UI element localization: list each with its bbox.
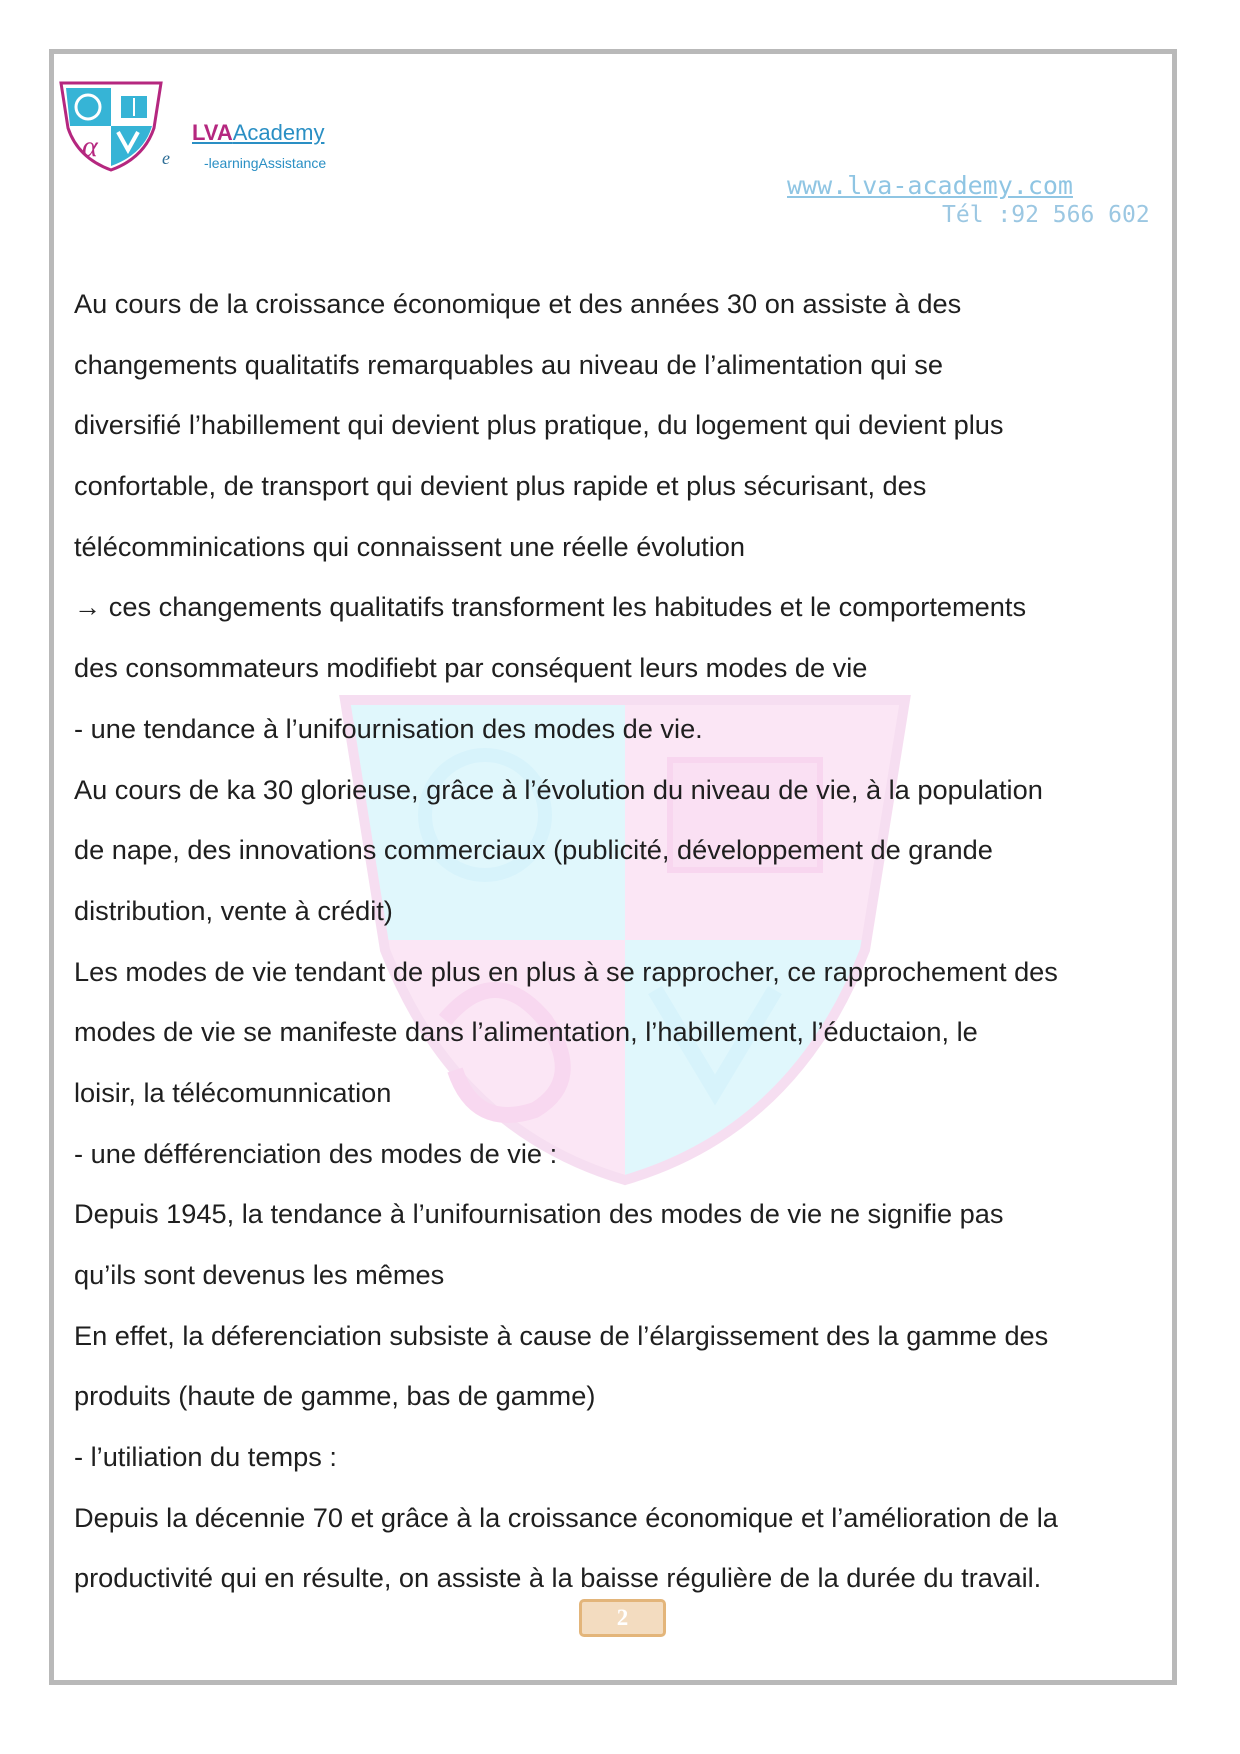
body-text [74,274,1184,1609]
brand-prefix: LVA [192,120,233,145]
text-line: - l’utiliation du temps : [74,1441,337,1473]
logo-e-letter: e [162,148,170,168]
text-line: distribution, vente à crédit) [74,894,393,926]
svg-text:α: α [82,130,98,163]
text-line: Depuis 1945, la tendance à l’unifournisation des modes de vie ne signifie pas [74,1198,1004,1230]
text-line: des consommateurs modifiebt par conséquent leurs modes de vie [74,652,868,684]
text-line: télécomminications qui connaissent une réelle évolution [74,530,746,562]
text-line: confortable, de transport qui devient plus rapide et plus sécurisant, des [74,470,927,502]
text-line: productivité qui en résulte, on assiste à la baisse régulière de la durée du travail. [74,1562,1042,1594]
brand-tagline: -learningAssistance [204,155,327,171]
text-line: Les modes de vie tendant de plus en plus à se rapprocher, ce rapprochement des [74,955,1058,987]
website-link[interactable]: www.lva-academy.com [787,171,1073,200]
text-line: modes de vie se manifeste dans l’alimentation, l’habillement, l’éductaion, le [74,1016,978,1048]
text-line: qu’ils sont devenus les mêmes [74,1259,445,1290]
page-number-badge: 2 [579,1599,666,1637]
text-line: → ces changements qualitatifs transforment les habitudes et le comportements [74,591,1027,623]
brand-suffix: Academy [232,120,325,145]
text-line: - une défférenciation des modes de vie : [74,1137,558,1169]
text-line: diversifié l’habillement qui devient plus pratique, du logement qui devient plus [74,409,1004,441]
text-line: En effet, la déferenciation subsiste à cause de l’élargissement des la gamme des [74,1319,1049,1351]
text-line: changements qualitatifs remarquables au niveau de l’alimentation qui se [74,348,944,380]
text-line: Au cours de la croissance économique et des années 30 on assiste à des [74,288,962,319]
lva-academy-logo [58,80,164,172]
text-line: Au cours de ka 30 glorieuse, grâce à l’évolution du niveau de vie, à la population [74,773,1043,805]
text-line: produits (haute de gamme, bas de gamme) [74,1380,596,1412]
text-line: - une tendance à l’unifournisation des modes de vie. [74,712,703,744]
phone-number: Tél :92 566 602 [942,202,1150,228]
text-line: loisir, la télécomunnication [74,1076,392,1108]
text-line: de nape, des innovations commerciaux (publicité, développement de grande [74,834,993,866]
text-line: Depuis la décennie 70 et grâce à la croissance économique et l’amélioration de la [74,1501,1058,1533]
brand-name [192,120,324,146]
